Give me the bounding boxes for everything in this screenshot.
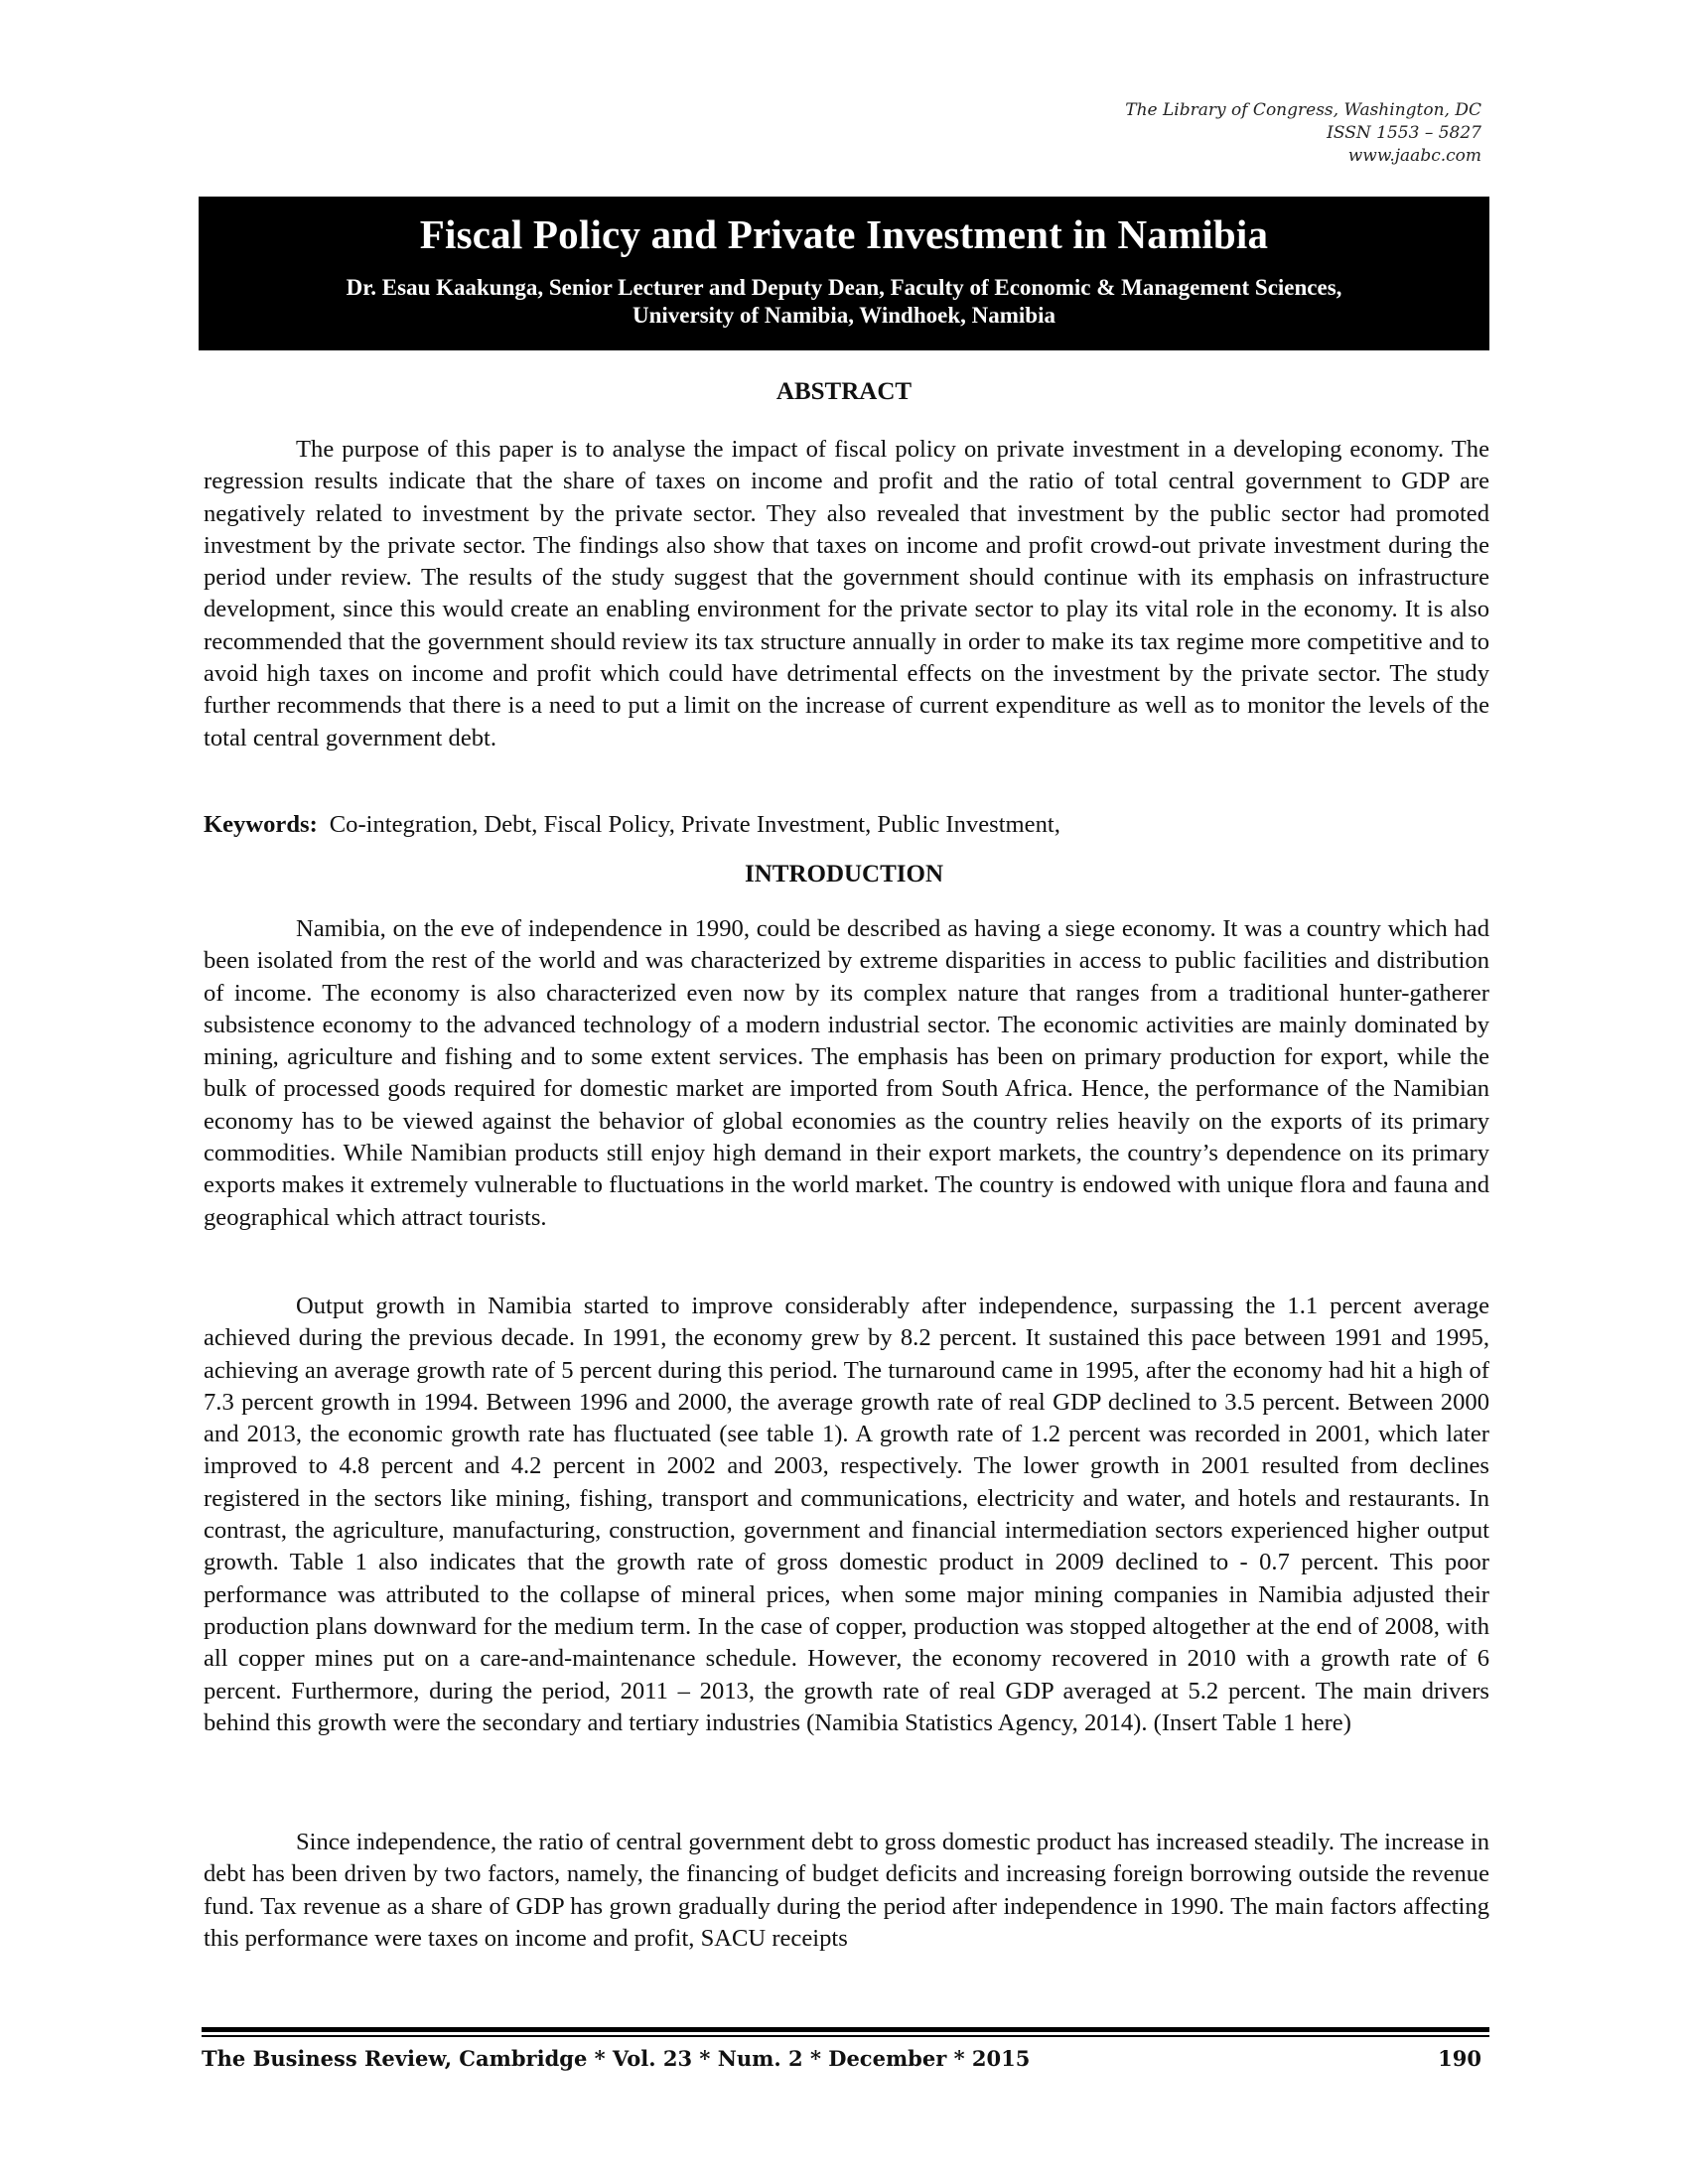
author-line-1: Dr. Esau Kaakunga, Senior Lecturer and Deputy Dean, Faculty of Economic & Management Sciences,	[346, 275, 1342, 300]
author-affiliation	[199, 274, 1489, 330]
journal-header-info	[1125, 99, 1481, 168]
keywords	[204, 809, 1489, 841]
keywords-text: Co-integration, Debt, Fiscal Policy, Private Investment, Public Investment,	[329, 811, 1060, 838]
keywords-label: Keywords:	[204, 811, 318, 838]
intro-paragraph-2: Output growth in Namibia started to improve considerably after independence, surpassing the 1.1 percent average achieved during the previous decade. In 1991, the economy grew by 8.2 percent. It sustained this pace between 1991 and 1995, achieving an average growth rate of 5 percent during this period. The turnaround came in 1995, after the economy had hit a high of 7.3 percent growth in 1994. Between 1996 and 2000, the average growth rate of real GDP declined to 3.5 percent. Between 2000 and 2013, the economic growth rate has fluctuated (see table 1). A growth rate of 1.2 percent was recorded in 2001, which later improved to 4.8 percent and 4.2 percent in 2002 and 2003, respectively. The lower growth in 2001 resulted from declines registered in the sectors like mining, fishing, transport and communications, electricity and water, and hotels and restaurants. In contrast, the agriculture, manufacturing, construction, government and financial intermediation sectors experienced higher output growth. Table 1 also indicates that the growth rate of gross domestic product in 2009 declined to - 0.7 percent. This poor performance was attributed to the collapse of mineral prices, when some major mining companies in Namibia adjusted their production plans downward for the medium term. In the case of copper, production was stopped altogether at the end of 2008, with all copper mines put on a care-and-maintenance schedule. However, the economy recovered in 2010 with a growth rate of 6 percent. Furthermore, during the period, 2011 – 2013, the growth rate of real GDP averaged at 5.2 percent. The main drivers behind this growth were the secondary and tertiary industries (Namibia Statistics Agency, 2014). (Insert Table 1 here)	[204, 1293, 1489, 1736]
abstract-heading: ABSTRACT	[775, 378, 913, 405]
footer-rule-thick	[202, 2027, 1489, 2032]
footer-journal-info: The Business Review, Cambridge * Vol. 23 * Num. 2 * December * 2015	[202, 2046, 1031, 2071]
introduction-heading: INTRODUCTION	[744, 861, 944, 887]
intro-paragraph-3: Since independence, the ratio of central government debt to gross domestic product has increased steadily. The increase in debt has been driven by two factors, namely, the financing of budget deficits and increasing foreign borrowing outside the revenue fund. Tax revenue as a share of GDP has grown gradually during the period after independence in 1990. The main factors affecting this performance were taxes on income and profit, SACU receipts	[204, 1829, 1489, 1952]
header-issn-line: ISSN 1553 – 5827	[1327, 123, 1481, 143]
title-banner	[199, 197, 1489, 350]
footer-rule-thin	[202, 2035, 1489, 2037]
paper-title: Fiscal Policy and Private Investment in Namibia	[419, 211, 1269, 257]
header-website-line: www.jaabc.com	[1347, 146, 1481, 166]
author-line-2: University of Namibia, Windhoek, Namibia	[633, 303, 1055, 328]
page-number: 190	[1438, 2046, 1481, 2071]
intro-paragraph-1: Namibia, on the eve of independence in 1990, could be described as having a siege economy. It was a country which had been isolated from the rest of the world and was characterized by extreme disparities in access to public facilities and distribution of income. The economy is also characterized even now by its complex nature that ranges from a traditional hunter-gatherer subsistence economy to the advanced technology of a modern industrial sector. The economic activities are mainly dominated by mining, agriculture and fishing and to some extent services. The emphasis has been on primary production for export, while the bulk of processed goods required for domestic market are imported from South Africa. Hence, the performance of the Namibian economy has to be viewed against the behavior of global economies as the country relies heavily on the exports of its primary commodities. While Namibian products still enjoy high demand in their export markets, the country’s dependence on its primary exports makes it extremely vulnerable to fluctuations in the world market. The country is endowed with unique flora and fauna and geographical which attract tourists.	[204, 915, 1489, 1231]
abstract-text: The purpose of this paper is to analyse the impact of fiscal policy on private investment in a developing economy. The regression results indicate that the share of taxes on income and profit and the ratio of total central government to GDP are negatively related to investment by the private sector. They also revealed that investment by the public sector had promoted investment by the private sector. The findings also show that taxes on income and profit crowd-out private investment during the period under review. The results of the study suggest that the government should continue with its emphasis on infrastructure development, since this would create an enabling environment for the private sector to play its vital role in the economy. It is also recommended that the government should review its tax structure annually in order to make its tax regime more competitive and to avoid high taxes on income and profit which could have detrimental effects on the investment by the private sector. The study further recommends that there is a need to put a limit on the increase of current expenditure as well as to monitor the levels of the total central government debt.	[204, 436, 1489, 751]
header-library-line: The Library of Congress, Washington, DC	[1125, 100, 1481, 120]
